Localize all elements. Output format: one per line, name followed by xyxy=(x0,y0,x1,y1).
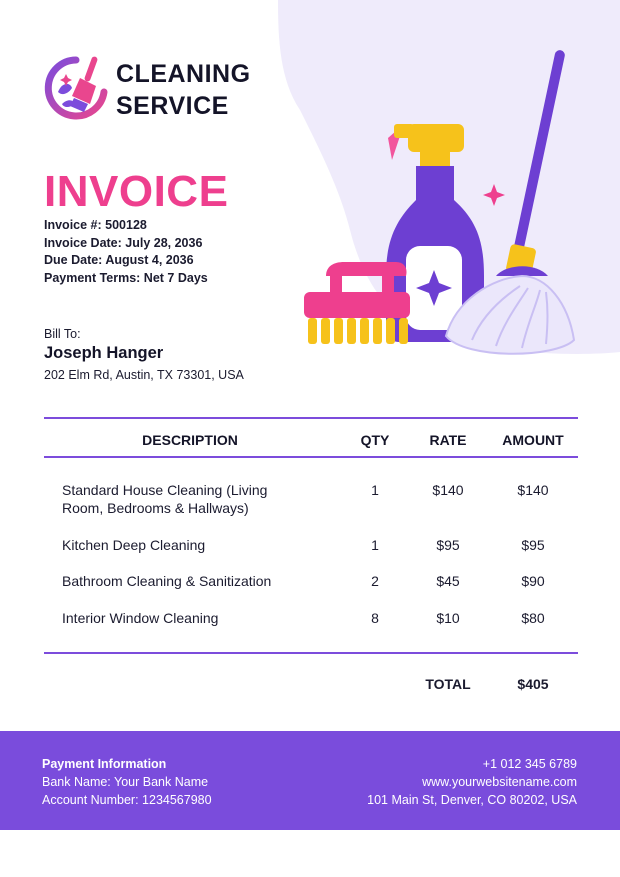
row-rate: $10 xyxy=(436,610,460,626)
table-top-rule xyxy=(44,417,578,419)
business-address: 101 Main St, Denver, CO 80202, USA xyxy=(367,793,577,807)
sparkle-icon xyxy=(483,184,505,206)
row-qty: 2 xyxy=(371,573,379,589)
payment-heading: Payment Information xyxy=(42,757,167,771)
cleaning-supplies-illustration xyxy=(296,40,596,360)
table-header-rule xyxy=(44,456,578,458)
row-rate: $95 xyxy=(436,537,460,553)
phone: +1 012 345 6789 xyxy=(482,757,577,771)
header-amount: AMOUNT xyxy=(502,432,564,448)
account-number: Account Number: 1234567980 xyxy=(42,793,212,807)
payment-terms: Payment Terms: Net 7 Days xyxy=(44,270,208,285)
brand-line-2: SERVICE xyxy=(116,92,229,120)
row-qty: 8 xyxy=(371,610,379,626)
brand-name xyxy=(116,58,251,122)
total-value: $405 xyxy=(517,676,549,692)
row-description: Kitchen Deep Cleaning xyxy=(62,537,206,553)
row-rate: $45 xyxy=(436,573,460,589)
bank-name: Bank Name: Your Bank Name xyxy=(42,775,209,789)
payment-info xyxy=(42,755,212,809)
row-description: Interior Window Cleaning xyxy=(62,610,219,626)
header-rate: RATE xyxy=(429,432,467,448)
row-description: Standard House Cleaning (Living Room, Bedrooms & Hallways) xyxy=(62,482,268,516)
row-amount: $95 xyxy=(521,537,545,553)
header-qty: QTY xyxy=(360,432,390,448)
row-amount: $140 xyxy=(517,482,549,498)
row-description: Bathroom Cleaning & Sanitization xyxy=(62,573,272,589)
due-date: Due Date: August 4, 2036 xyxy=(44,253,194,267)
row-qty: 1 xyxy=(371,537,379,553)
brand-line-1: CLEANING xyxy=(116,60,251,88)
table-bottom-rule xyxy=(44,652,578,654)
contact-info xyxy=(367,755,577,809)
row-rate: $140 xyxy=(432,482,464,498)
invoice-number: Invoice #: 500128 xyxy=(44,218,147,232)
footer-band xyxy=(0,731,620,830)
client-name: Joseph Hanger xyxy=(44,344,164,362)
invoice-title: INVOICE xyxy=(44,167,229,216)
client-address: 202 Elm Rd, Austin, TX 73301, USA xyxy=(44,368,244,382)
broom-leaf-logo-icon xyxy=(44,52,108,124)
header-description: DESCRIPTION xyxy=(142,432,238,448)
row-amount: $80 xyxy=(521,610,545,626)
total-label: TOTAL xyxy=(425,676,471,692)
row-qty: 1 xyxy=(371,482,379,498)
invoice-meta xyxy=(44,217,208,287)
bill-to-label: Bill To: xyxy=(44,327,81,341)
website: www.yourwebsitename.com xyxy=(422,775,577,789)
invoice-date: Invoice Date: July 28, 2036 xyxy=(44,235,203,250)
row-amount: $90 xyxy=(521,573,545,589)
